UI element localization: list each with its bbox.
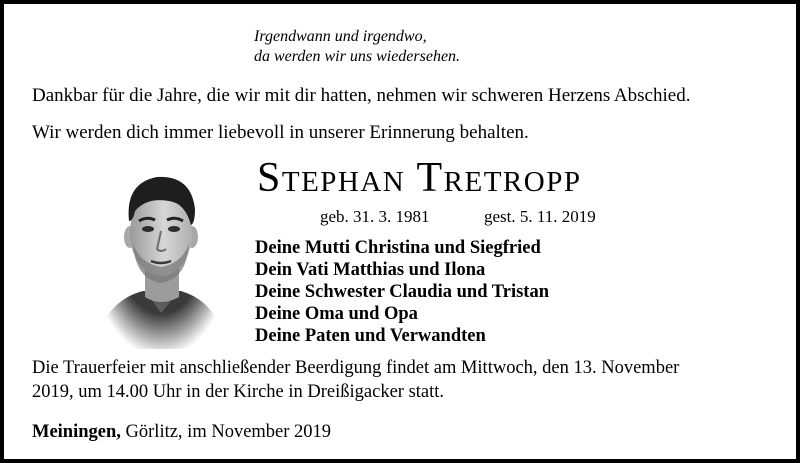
mourner-line: Deine Paten und Verwandten: [255, 326, 486, 346]
death-date: gest. 5. 11. 2019: [484, 207, 596, 226]
intro-line-2: Wir werden dich immer liebevoll in unserer Erinnerung behalten.: [32, 122, 529, 143]
mourner-line: Dein Vati Matthias und Ilona: [255, 260, 486, 280]
closing-line: [32, 420, 331, 444]
mourner-line: Deine Oma und Opa: [255, 304, 418, 324]
birth-date: geb. 31. 3. 1981: [320, 207, 430, 226]
ceremony-line-2: 2019, um 14.00 Uhr in der Kirche in Dreißigacker statt.: [32, 382, 445, 402]
poem-line-1: Irgendwann und irgendwo,: [254, 28, 427, 45]
intro-line-1: Dankbar für die Jahre, die wir mit dir hatten, nehmen wir schweren Herzens Abschied.: [32, 85, 691, 106]
mourner-line: Deine Schwester Claudia und Tristan: [255, 282, 549, 302]
poem-line-2: da werden wir uns wiedersehen.: [254, 48, 461, 65]
mourners-list: [255, 237, 549, 347]
closing-place: Meiningen,: [32, 422, 121, 442]
ceremony-info: [32, 356, 679, 404]
closing-rest: Görlitz, im November 2019: [120, 422, 332, 442]
ceremony-line-1: Die Trauerfeier mit anschließender Beerdigung findet am Mittwoch, den 13. November: [32, 358, 680, 378]
deceased-name: Stephan Tretropp: [257, 155, 582, 201]
poem: [254, 27, 460, 67]
portrait-photo: [99, 151, 223, 349]
mourner-line: Deine Mutti Christina und Siegfried: [255, 238, 541, 258]
